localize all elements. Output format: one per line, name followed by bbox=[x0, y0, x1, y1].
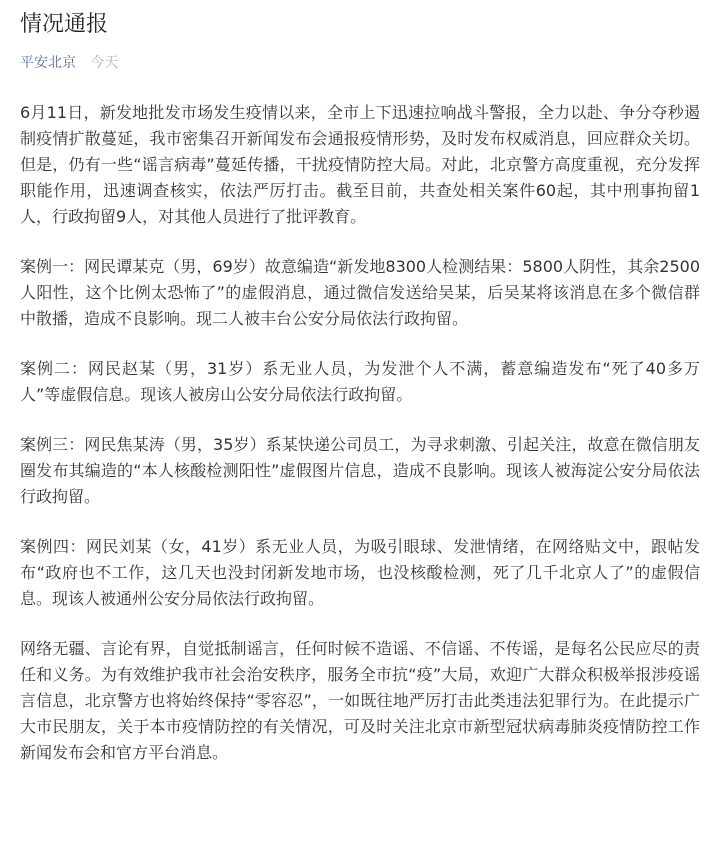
paragraph-closing: 网络无疆、言论有界，自觉抵制谣言，任何时候不造谣、不信谣、不传谣，是每名公民应尽的责任和义务。为有效维护我市社会治安秩序，服务全市抗“疫”大局，欢迎广大群众积极举报涉疫谣言信息，北京警方也将始终保持“零容忍”，一如既往地严厉打击此类违法犯罪行为。在此提示广大市民朋友，关于本市疫情防控的有关情况，可及时关注北京市新型冠状病毒肺炎疫情防控工作新闻发布会和官方平台消息。 bbox=[20, 639, 700, 762]
paragraph-case-1: 案例一：网民谭某克（男，69岁）故意编造“新发地8300人检测结果：5800人阴性，其余2500人阳性，这个比例太恐怖了”的虚假消息，通过微信发送给吴某，后吴某将该消息在多个微信群中散播，造成不良影响。现二人被丰台公安分局依法行政拘留。 bbox=[20, 257, 700, 328]
paragraph-case-4: 案例四：网民刘某（女，41岁）系无业人员，为吸引眼球、发泄情绪，在网络贴文中，跟帖发布“政府也不工作，这几天也没封闭新发地市场，也没核酸检测，死了几千北京人了”的虚假信息。现该人被通州公安分局依法行政拘留。 bbox=[20, 537, 700, 608]
article-body bbox=[20, 100, 700, 766]
article-title: 情况通报 bbox=[20, 12, 109, 37]
publish-time: 今天 bbox=[90, 55, 119, 71]
account-name-link[interactable]: 平安北京 bbox=[20, 55, 76, 71]
paragraph-case-2: 案例二：网民赵某（男，31岁）系无业人员，为发泄个人不满，蓄意编造发布“死了40多万人”等虚假信息。现该人被房山公安分局依法行政拘留。 bbox=[20, 359, 700, 404]
article-meta bbox=[20, 52, 118, 74]
paragraph-intro: 6月11日，新发地批发市场发生疫情以来，全市上下迅速拉响战斗警报，全力以赴、争分夺秒遏制疫情扩散蔓延，我市密集召开新闻发布会通报疫情形势，及时发布权威消息，回应群众关切。但是，仍有一些“谣言病毒”蔓延传播，干扰疫情防控大局。对此，北京警方高度重视，充分发挥职能作用，迅速调查核实，依法严厉打击。截至目前，共查处相关案件60起，其中刑事拘留1人，行政拘留9人，对其他人员进行了批评教育。 bbox=[20, 103, 700, 226]
paragraph-case-3: 案例三：网民焦某涛（男，35岁）系某快递公司员工，为寻求刺激、引起关注，故意在微信朋友圈发布其编造的“本人核酸检测阳性”虚假图片信息，造成不良影响。现该人被海淀公安分局依法行政拘留。 bbox=[20, 435, 700, 506]
